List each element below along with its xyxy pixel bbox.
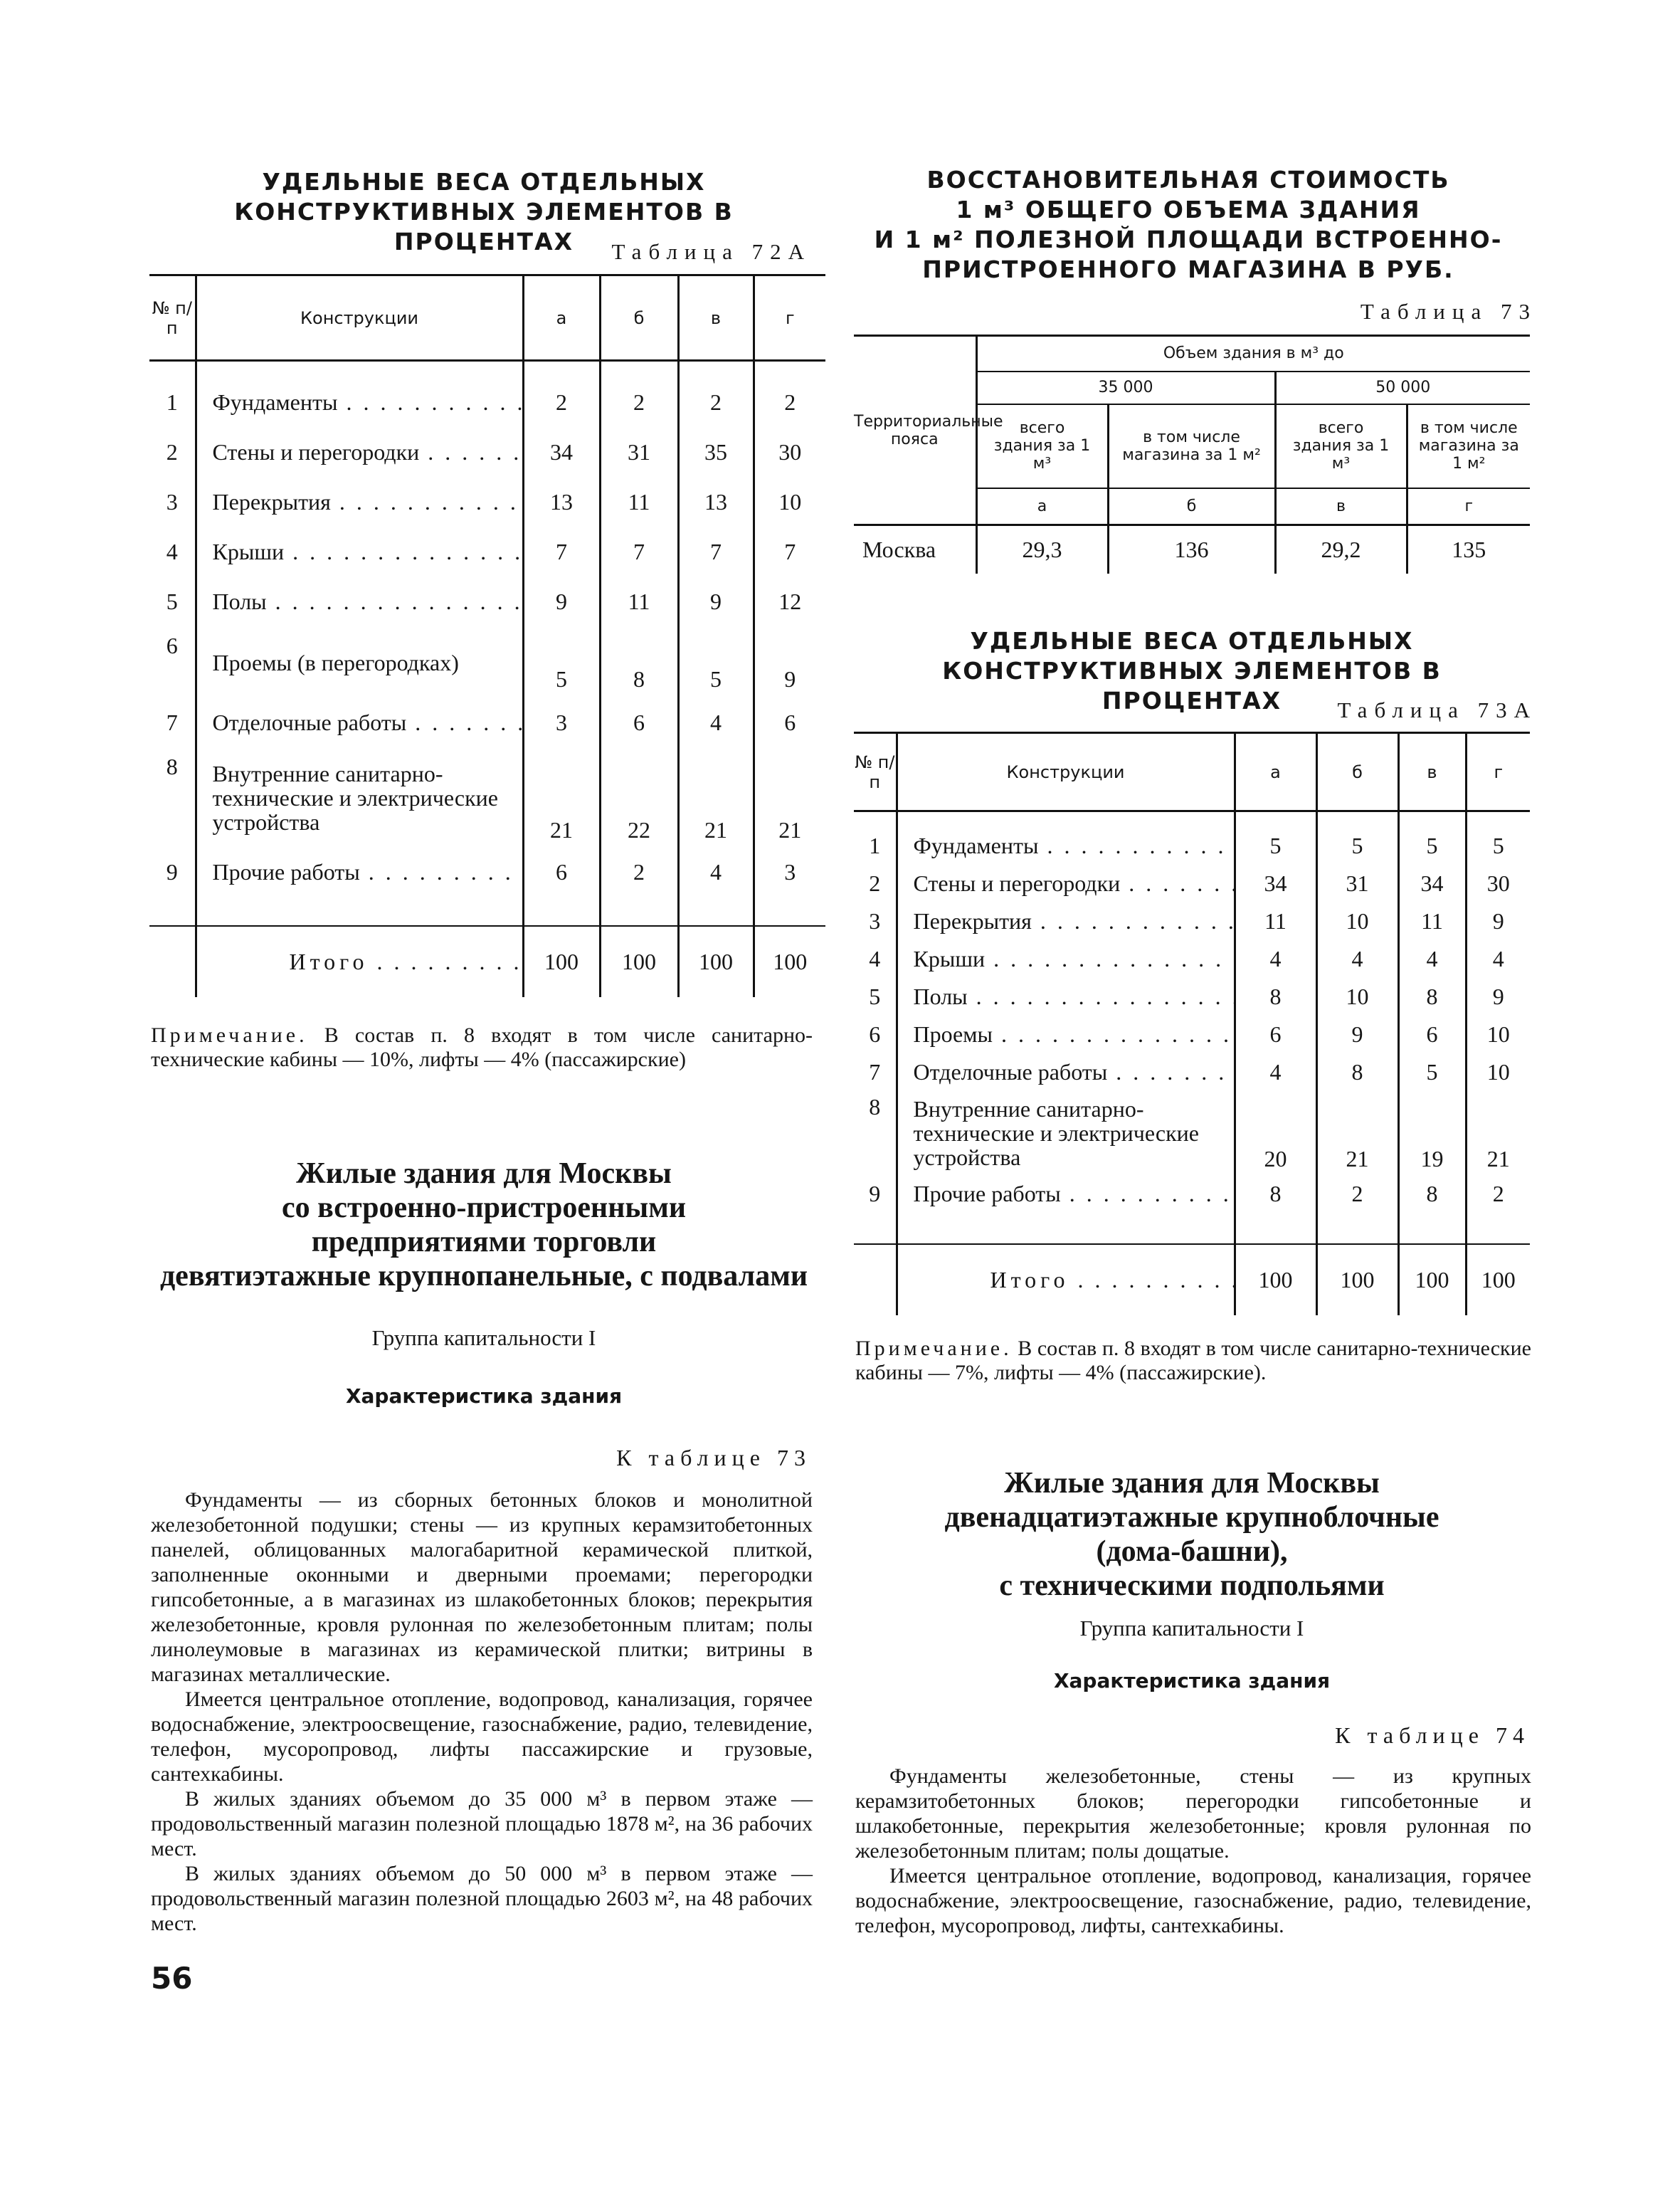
row-name: Стены и перегородки . . . — [914, 870, 1234, 897]
total-label: Итого . . . — [990, 1267, 1234, 1293]
row-num: 8 — [166, 753, 178, 779]
value-b: 31 — [600, 428, 678, 478]
total-v: 100 — [1398, 1244, 1466, 1315]
section-1-title — [142, 1157, 825, 1293]
volume-50000: 50 000 — [1275, 372, 1530, 404]
row-num: 4 — [166, 539, 178, 564]
note-label: Примечание. — [855, 1337, 1013, 1360]
col-header-b: б — [1316, 733, 1398, 811]
row-name: Полы . . . — [213, 589, 522, 615]
row-name: Фундаменты . . . — [914, 833, 1234, 859]
letter-g: г — [1407, 488, 1530, 525]
value-v: 4 — [678, 698, 754, 748]
sub-shop-50000: в том числе магазина за 1 м² — [1407, 404, 1530, 488]
table-72a-note — [151, 1023, 813, 1072]
section-1-table-ref: К таблице 73 — [616, 1445, 811, 1470]
value-a: 21 — [523, 748, 600, 848]
heading-line: ПРИСТРОЕННОГО МАГАЗИНА В РУБ. — [922, 256, 1454, 283]
value-b: 6 — [600, 698, 678, 748]
col-header-a: а — [1235, 733, 1316, 811]
table-row — [149, 627, 825, 698]
heading-line: УДЕЛЬНЫЕ ВЕСА ОТДЕЛЬНЫХ — [970, 627, 1414, 655]
value-b: 22 — [600, 748, 678, 848]
heading-line: И 1 м² ПОЛЕЗНОЙ ПЛОЩАДИ ВСТРОЕННО- — [874, 226, 1503, 253]
section-1-body — [151, 1488, 813, 1936]
heading-line: ВОССТАНОВИТЕЛЬНАЯ СТОИМОСТЬ — [926, 166, 1450, 194]
table-row — [854, 902, 1530, 940]
value-a: 5 — [1235, 827, 1316, 865]
col-header-v: в — [1398, 733, 1466, 811]
row-name: Фундаменты . . . — [213, 389, 522, 416]
sub-all-50000: всего здания за 1 м³ — [1275, 404, 1407, 488]
row-name: Стены и перегородки . . . — [213, 439, 522, 465]
table-row — [854, 1053, 1530, 1091]
value-v: 8 — [1398, 978, 1466, 1016]
value-g: 10 — [1466, 1053, 1530, 1091]
value-b: 136 — [1108, 525, 1275, 574]
value-a: 34 — [523, 428, 600, 478]
col-header-a: а — [523, 275, 600, 361]
letter-v: в — [1275, 488, 1407, 525]
value-a: 34 — [1235, 865, 1316, 902]
title-line: двенадцатиэтажные крупноблочные — [944, 1501, 1439, 1534]
value-g: 21 — [1466, 1091, 1530, 1175]
col-header-name: Конструкции — [897, 733, 1235, 811]
row-name: Прочие работы . . . — [213, 859, 522, 885]
table-73 — [854, 335, 1530, 574]
row-name: Полы . . . — [914, 984, 1234, 1010]
col-header-v: в — [678, 275, 754, 361]
value-g: 2 — [1466, 1175, 1530, 1213]
value-v: 9 — [678, 577, 754, 627]
value-a: 5 — [523, 627, 600, 698]
total-a: 100 — [1235, 1244, 1316, 1315]
row-num: 6 — [869, 1021, 881, 1047]
value-a: 2 — [523, 378, 600, 428]
total-g: 100 — [754, 926, 825, 997]
value-g: 9 — [754, 627, 825, 698]
col-header-num: № п/п — [855, 752, 895, 792]
value-a: 13 — [523, 478, 600, 527]
row-num: 4 — [869, 945, 881, 972]
table-72a-caption: Таблица 72А — [611, 239, 811, 264]
table-row — [854, 1016, 1530, 1053]
value-b: 10 — [1316, 902, 1398, 940]
row-name: Внутренние санитарно-технические и электрические устройства — [897, 1091, 1235, 1175]
volume-header: Объем здания в м³ до — [976, 336, 1530, 372]
value-v: 35 — [678, 428, 754, 478]
total-g: 100 — [1466, 1244, 1530, 1315]
title-line: с техническими подпольями — [999, 1569, 1385, 1602]
value-b: 7 — [600, 527, 678, 577]
value-g: 135 — [1407, 525, 1530, 574]
zone-header: Территориальные пояса — [854, 336, 976, 525]
value-a: 11 — [1235, 902, 1316, 940]
row-num: 6 — [166, 632, 178, 658]
value-a: 7 — [523, 527, 600, 577]
table-row — [149, 577, 825, 627]
table-73-heading — [847, 165, 1530, 285]
value-v: 34 — [1398, 865, 1466, 902]
value-v: 5 — [678, 627, 754, 698]
table-73a-caption: Таблица 73А — [1337, 697, 1537, 722]
value-a: 6 — [523, 848, 600, 897]
value-g: 7 — [754, 527, 825, 577]
section-1-group: Группа капитальности I — [371, 1325, 596, 1350]
value-a: 8 — [1235, 1175, 1316, 1213]
heading-line: УДЕЛЬНЫЕ ВЕСА ОТДЕЛЬНЫХ — [262, 168, 706, 196]
value-a: 29,3 — [976, 525, 1108, 574]
row-name: Внутренние санитарно-технические и электрические устройства — [196, 748, 523, 848]
row-name: Отделочные работы . . . — [213, 710, 522, 736]
section-2-characteristic: Характеристика здания — [1053, 1669, 1331, 1692]
row-name: Перекрытия . . . — [213, 489, 522, 515]
row-num: 1 — [166, 389, 178, 415]
value-g: 30 — [754, 428, 825, 478]
value-b: 2 — [600, 378, 678, 428]
total-row — [149, 926, 825, 997]
title-line: Жилые здания для Москвы — [1004, 1467, 1380, 1500]
value-v: 4 — [678, 848, 754, 897]
table-73a — [854, 732, 1530, 1315]
table-row — [854, 978, 1530, 1016]
value-g: 5 — [1466, 827, 1530, 865]
table-row — [149, 527, 825, 577]
volume-35000: 35 000 — [976, 372, 1275, 404]
row-num: 5 — [869, 983, 881, 1009]
value-a: 6 — [1235, 1016, 1316, 1053]
value-b: 9 — [1316, 1016, 1398, 1053]
value-v: 21 — [678, 748, 754, 848]
section-2-group: Группа капитальности I — [1079, 1616, 1304, 1641]
value-g: 9 — [1466, 902, 1530, 940]
section-1-characteristic: Характеристика здания — [345, 1384, 623, 1408]
letter-a: а — [976, 488, 1108, 525]
section-2-table-ref: К таблице 74 — [1335, 1722, 1530, 1748]
row-name: Проемы (в перегородках) — [196, 627, 523, 698]
row-num: 3 — [166, 489, 178, 515]
heading-line: КОНСТРУКТИВНЫХ ЭЛЕМЕНТОВ В ПРОЦЕНТАХ — [942, 657, 1442, 715]
row-name: Крыши . . . — [213, 539, 522, 565]
value-b: 11 — [600, 478, 678, 527]
table-73a-note — [855, 1337, 1531, 1385]
col-header-g: г — [754, 275, 825, 361]
value-b: 5 — [1316, 827, 1398, 865]
value-a: 4 — [1235, 1053, 1316, 1091]
value-g: 21 — [754, 748, 825, 848]
col-header-b: б — [600, 275, 678, 361]
value-b: 2 — [600, 848, 678, 897]
total-b: 100 — [1316, 1244, 1398, 1315]
row-num: 9 — [166, 859, 178, 885]
table-73-grid — [854, 335, 1530, 574]
value-v: 11 — [1398, 902, 1466, 940]
note-text: В состав п. 8 входят в том числе санитарно-технические кабины — 7%, лифты — 4% (пассажирские). — [855, 1337, 1531, 1384]
row-name: Крыши . . . — [914, 946, 1234, 972]
col-header-num: № п/п — [152, 298, 192, 338]
value-g: 30 — [1466, 865, 1530, 902]
value-g: 6 — [754, 698, 825, 748]
table-row — [149, 748, 825, 848]
value-v: 6 — [1398, 1016, 1466, 1053]
title-line: девятиэтажные крупнопанельные, с подвалами — [159, 1260, 808, 1292]
value-g: 12 — [754, 577, 825, 627]
value-v: 13 — [678, 478, 754, 527]
table-row — [149, 428, 825, 478]
value-g: 4 — [1466, 940, 1530, 978]
value-b: 21 — [1316, 1091, 1398, 1175]
table-row — [854, 865, 1530, 902]
row-name: Проемы . . . — [914, 1021, 1234, 1048]
paragraph: Фундаменты — из сборных бетонных блоков и монолитной железобетонной подушки; стены — из крупных керамзитобетонных панелей, облицованных малогабаритной керамической плиткой, заполненные оконными и дверными проемами; перегородки гипсобетонные, а в магазинах из шлакобетонных блоков; перекрытия железобетонные, кровля рулонная по железобетонным плитам; полы линолеумовые в магазинах из керамической плитки; витрины в магазинах металлические. — [151, 1488, 813, 1686]
row-name: Перекрытия . . . — [914, 908, 1234, 934]
table-row — [149, 378, 825, 428]
table-73-caption: Таблица 73 — [1360, 299, 1537, 324]
row-num: 5 — [166, 589, 178, 614]
table-row — [149, 478, 825, 527]
col-header-name: Конструкции — [196, 275, 523, 361]
table-row — [149, 848, 825, 897]
table-row — [854, 940, 1530, 978]
value-a: 20 — [1235, 1091, 1316, 1175]
title-line: со встроенно-пристроенными — [281, 1191, 687, 1224]
value-a: 3 — [523, 698, 600, 748]
table-row — [854, 1091, 1530, 1175]
row-name: Прочие работы . . . — [914, 1181, 1234, 1207]
row-num: 2 — [166, 439, 178, 465]
table-row — [854, 525, 1530, 574]
value-v: 19 — [1398, 1091, 1466, 1175]
value-v: 2 — [678, 378, 754, 428]
value-v: 5 — [1398, 827, 1466, 865]
row-num: 9 — [869, 1180, 881, 1206]
row-num: 2 — [869, 870, 881, 896]
total-a: 100 — [523, 926, 600, 997]
value-a: 4 — [1235, 940, 1316, 978]
total-v: 100 — [678, 926, 754, 997]
value-b: 2 — [1316, 1175, 1398, 1213]
row-num: 7 — [869, 1058, 881, 1085]
table-73a-grid — [854, 732, 1530, 1315]
paragraph: В жилых зданиях объемом до 50 000 м³ в первом этаже — продовольственный магазин полезной площадью 2603 м², на 48 рабочих мест. — [151, 1862, 813, 1935]
value-v: 8 — [1398, 1175, 1466, 1213]
row-num: 7 — [166, 710, 178, 735]
value-b: 8 — [1316, 1053, 1398, 1091]
title-line: Жилые здания для Москвы — [296, 1157, 672, 1190]
heading-line: 1 м³ ОБЩЕГО ОБЪЕМА ЗДАНИЯ — [956, 196, 1421, 223]
table-row — [854, 1175, 1530, 1213]
row-num: 8 — [869, 1093, 881, 1120]
total-label: Итого . . . — [290, 949, 522, 975]
total-b: 100 — [600, 926, 678, 997]
value-b: 4 — [1316, 940, 1398, 978]
value-b: 8 — [600, 627, 678, 698]
sub-shop-35000: в том числе магазина за 1 м² — [1108, 404, 1275, 488]
table-row — [854, 827, 1530, 865]
paragraph: Имеется центральное отопление, водопровод, канализация, горячее водоснабжение, электроосвещение, газоснабжение, радио, телевидение, телефон, мусоропровод, лифты, сантехкабины. — [855, 1864, 1531, 1937]
value-v: 29,2 — [1275, 525, 1407, 574]
paragraph: Фундаменты железобетонные, стены — из крупных керамзитобетонных блоков; перегородки гипсобетонные и шлакобетонные, перекрытия железобетонные; кровля рулонная по железобетонным плитам; полы дощатые. — [855, 1764, 1531, 1863]
value-b: 31 — [1316, 865, 1398, 902]
table-row — [149, 698, 825, 748]
letter-b: б — [1108, 488, 1275, 525]
total-row — [854, 1244, 1530, 1315]
value-b: 11 — [600, 577, 678, 627]
section-2-body — [855, 1764, 1531, 1938]
value-g: 9 — [1466, 978, 1530, 1016]
note-text: В состав п. 8 входят в том числе санитарно-технические кабины — 10%, лифты — 4% (пассажирские) — [151, 1023, 813, 1071]
row-name: Отделочные работы . . . — [914, 1059, 1234, 1085]
paragraph: В жилых зданиях объемом до 35 000 м³ в первом этаже — продовольственный магазин полезной площадью 1878 м², на 36 рабочих мест. — [151, 1787, 813, 1860]
value-g: 2 — [754, 378, 825, 428]
row-num: 3 — [869, 907, 881, 934]
page-number: 56 — [151, 1961, 193, 1996]
value-v: 5 — [1398, 1053, 1466, 1091]
value-a: 9 — [523, 577, 600, 627]
heading-line: КОНСТРУКТИВНЫХ ЭЛЕМЕНТОВ В ПРОЦЕНТАХ — [234, 198, 734, 256]
title-line: (дома-башни), — [1096, 1535, 1288, 1568]
zone-name: Москва — [862, 536, 936, 562]
note-label: Примечание. — [151, 1023, 308, 1047]
col-header-g: г — [1466, 733, 1530, 811]
value-g: 10 — [754, 478, 825, 527]
value-g: 3 — [754, 848, 825, 897]
sub-all-35000: всего здания за 1 м³ — [976, 404, 1108, 488]
title-line: предприятиями торговли — [311, 1226, 657, 1258]
value-a: 8 — [1235, 978, 1316, 1016]
section-2-title — [850, 1466, 1533, 1603]
value-v: 4 — [1398, 940, 1466, 978]
value-v: 7 — [678, 527, 754, 577]
paragraph: Имеется центральное отопление, водопровод, канализация, горячее водоснабжение, электроосвещение, газоснабжение, радио, телевидение, телефон, мусоропровод, лифты пассажирские и грузовые, сантехкабины. — [151, 1688, 813, 1786]
table-72a-grid — [149, 274, 825, 997]
value-g: 10 — [1466, 1016, 1530, 1053]
row-num: 1 — [869, 832, 881, 858]
value-b: 10 — [1316, 978, 1398, 1016]
table-72a — [149, 274, 825, 997]
